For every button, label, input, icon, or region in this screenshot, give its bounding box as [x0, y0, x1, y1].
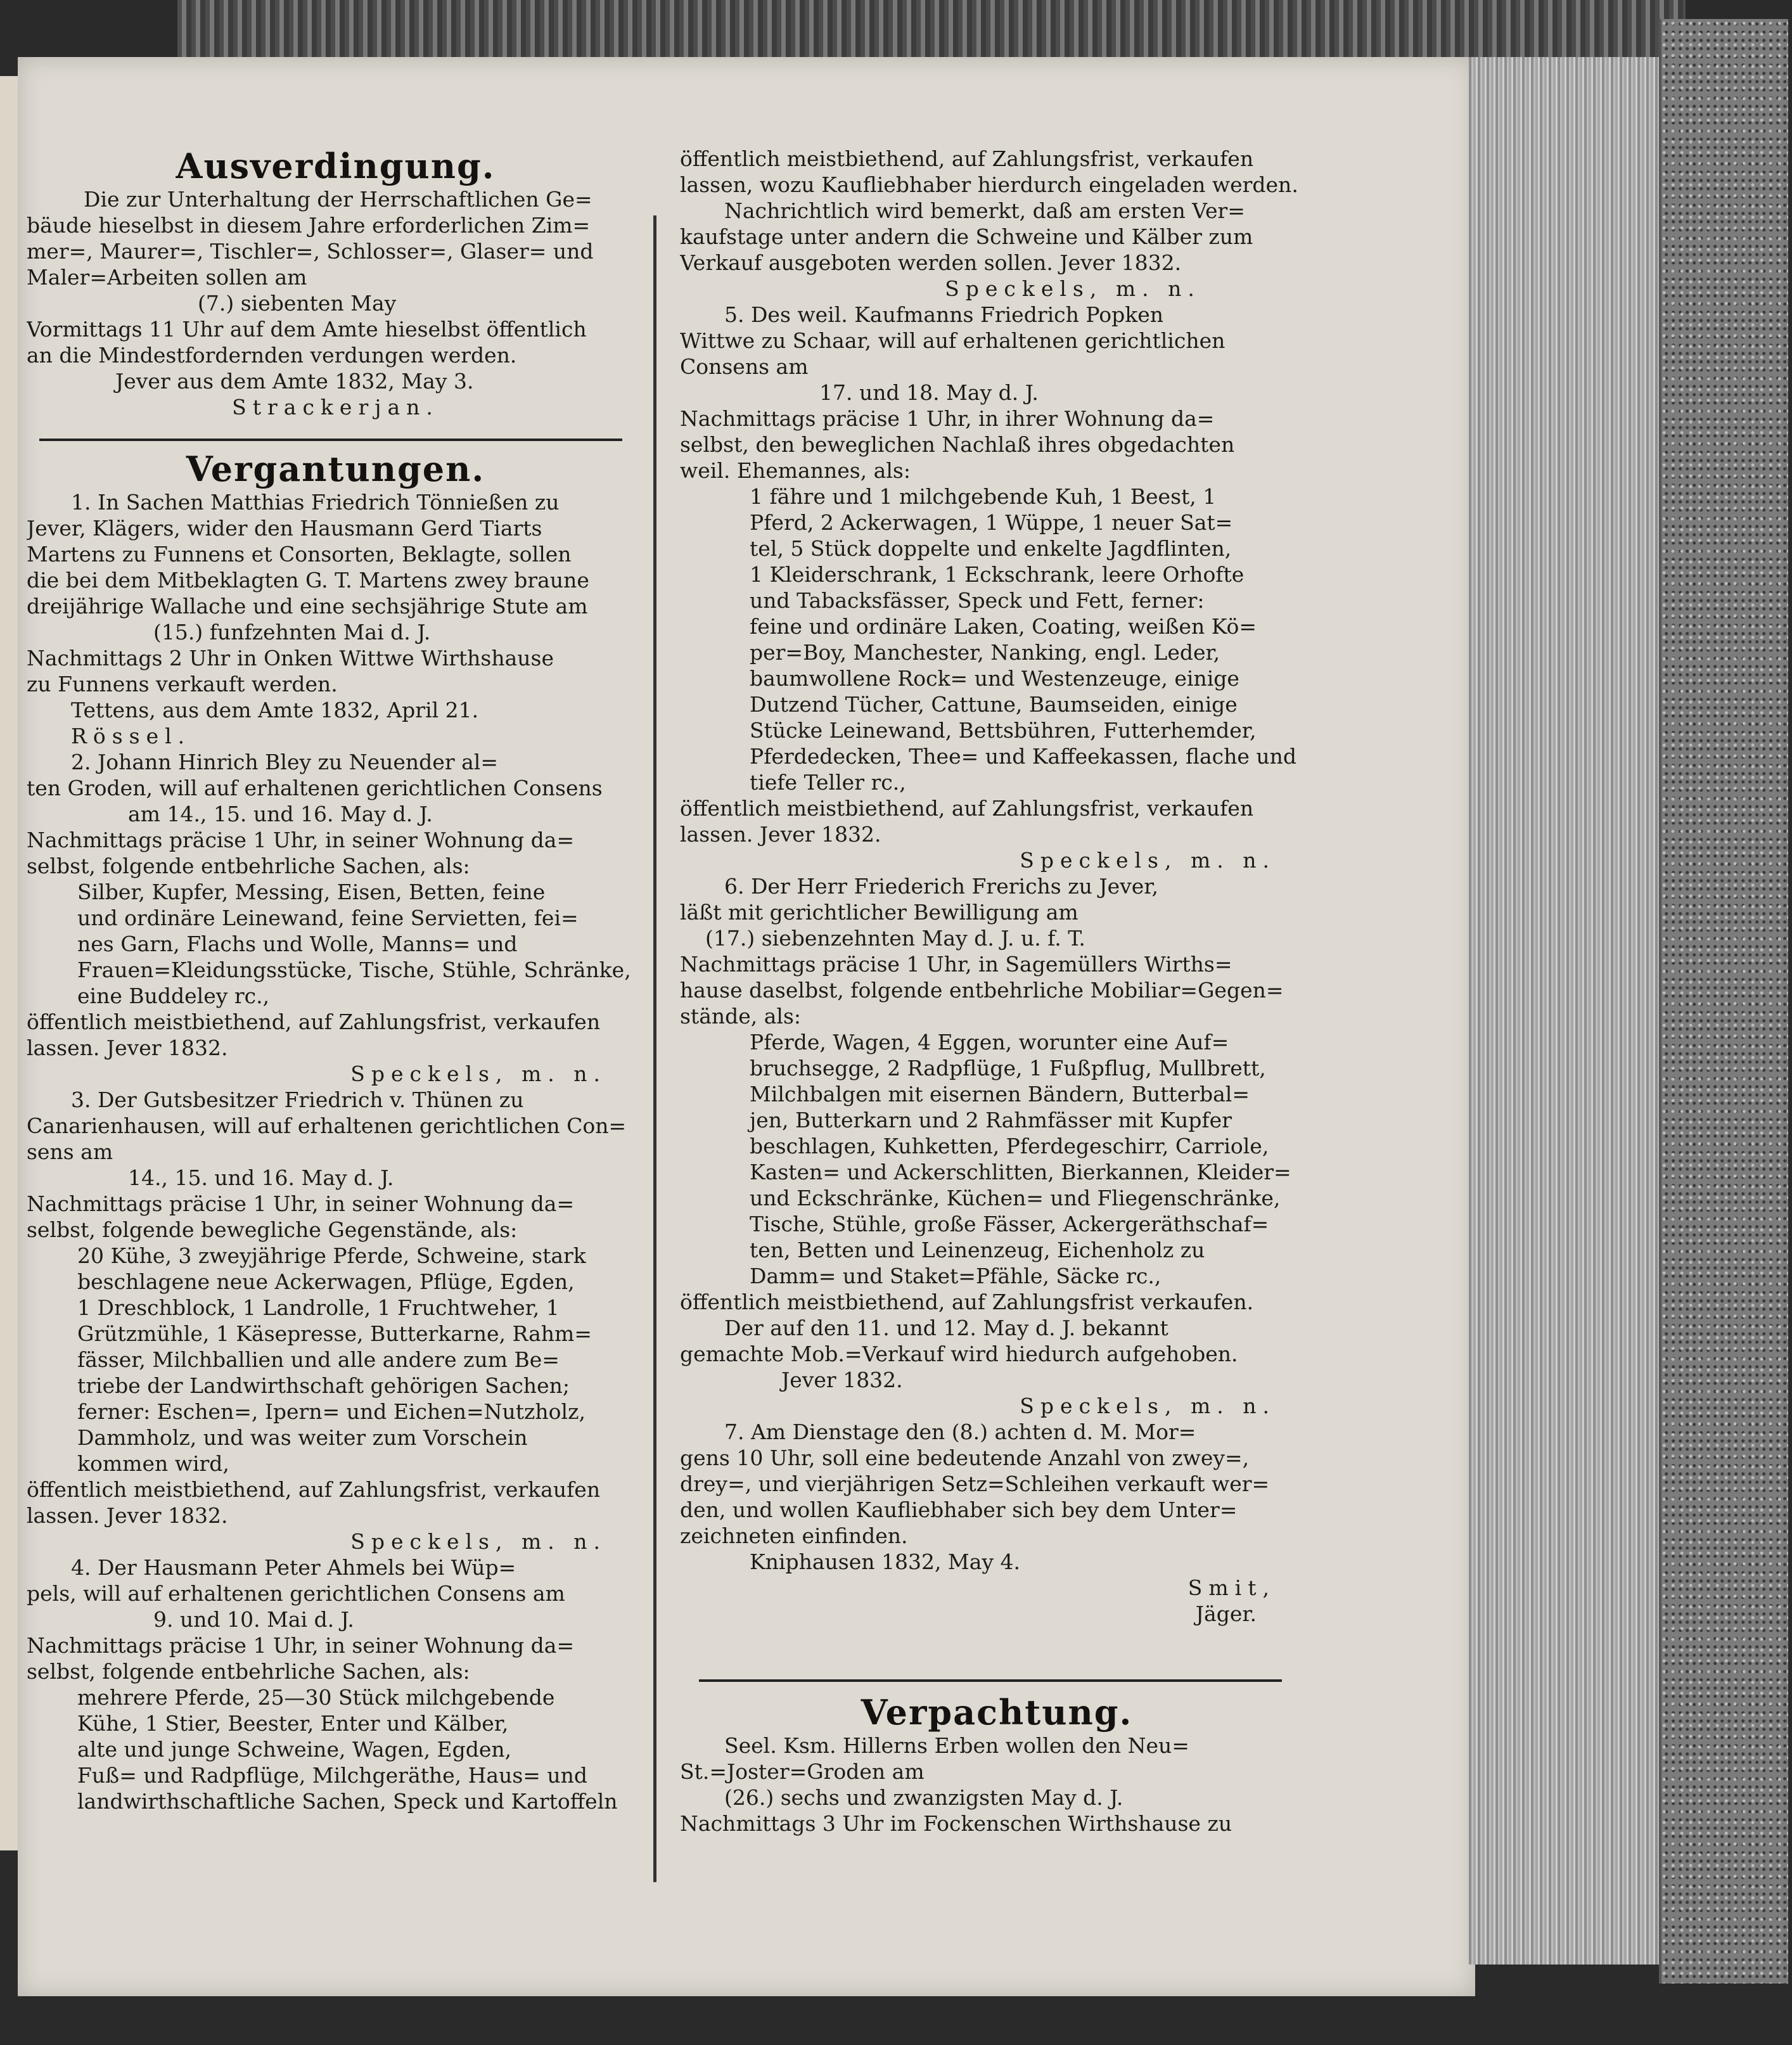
verpachtung-section [680, 1692, 1314, 1837]
text-line: weil. Ehemannes, als: [680, 458, 911, 483]
text-line: Martens zu Funnens et Consorten, Beklagte, sollen [27, 542, 572, 567]
text-line: öffentlich meistbiethend, auf Zahlungsfrist, verkaufen [680, 146, 1254, 171]
section-divider [699, 1679, 1282, 1682]
date-line: (7.) siebenten May [198, 291, 397, 316]
text-line: Tettens, aus dem Amte 1832, April 21. [71, 698, 479, 722]
text-line: 5. Des weil. Kaufmanns Friedrich Popken [724, 302, 1164, 327]
date-line: am 14., 15. und 16. May d. J. [128, 802, 433, 826]
text-line: 7. Am Dienstage den (8.) achten d. M. Mor= [724, 1420, 1196, 1444]
date-line: (15.) funfzehnten Mai d. J. [153, 620, 431, 644]
text-line: lassen. Jever 1832. [27, 1503, 228, 1528]
text-line: öffentlich meistbiethend, auf Zahlungsfrist, verkaufen [680, 796, 1254, 821]
section-divider [39, 439, 622, 441]
vergantungen-section [27, 449, 644, 1814]
list-line: 1 Dreschblock, 1 Landrolle, 1 Fruchtweher, 1 [77, 1295, 560, 1320]
list-line: und ordinäre Leinewand, feine Servietten, fei= [77, 906, 579, 930]
text-line: Nachmittags präcise 1 Uhr, in Sagemüllers Wirths= [680, 952, 1232, 977]
section-heading: Ausverdingung. [176, 146, 496, 186]
list-line: feine und ordinäre Laken, Coating, weißen Kö= [750, 614, 1257, 639]
list-line: triebe der Landwirthschaft gehörigen Sachen; [77, 1373, 570, 1398]
list-line: alte und junge Schweine, Wagen, Egden, [77, 1737, 512, 1762]
text-line: zu Funnens verkauft werden. [27, 672, 338, 696]
text-line: 6. Der Herr Friederich Frerichs zu Jever, [724, 874, 1158, 899]
text-line: öffentlich meistbiethend, auf Zahlungsfrist, verkaufen [27, 1477, 601, 1502]
list-line: 1 Kleiderschrank, 1 Eckschrank, leere Orhofte [750, 562, 1245, 587]
list-line: 20 Kühe, 3 zweyjährige Pferde, Schweine, stark [77, 1243, 586, 1268]
text-line: lassen, wozu Kaufliebhaber hierdurch eingeladen werden. [680, 172, 1298, 197]
text-line: 2. Johann Hinrich Bley zu Neuender al= [71, 750, 498, 774]
text-line: Der auf den 11. und 12. May d. J. bekannt [724, 1316, 1168, 1340]
list-line: eine Buddeley rc., [77, 984, 270, 1008]
text-line: mer=, Maurer=, Tischler=, Schlosser=, Glaser= und [27, 239, 594, 264]
text-line: Jever, Klägers, wider den Hausmann Gerd Tiarts [27, 516, 542, 541]
section-heading: Vergantungen. [186, 449, 485, 489]
text-line: Nachmittags präcise 1 Uhr, in ihrer Wohnung da= [680, 406, 1215, 431]
text-line: kaufstage unter andern die Schweine und Kälber zum [680, 224, 1253, 249]
column-rule [653, 215, 656, 1882]
text-line: öffentlich meistbiethend, auf Zahlungsfrist, verkaufen [27, 1010, 601, 1034]
list-line: ferner: Eschen=, Ipern= und Eichen=Nutzholz, [77, 1399, 586, 1424]
text-line: selbst, folgende entbehrliche Sachen, als: [27, 854, 470, 878]
text-line: öffentlich meistbiethend, auf Zahlungsfrist verkaufen. [680, 1290, 1254, 1314]
text-line: an die Mindestfordernden verdungen werden. [27, 343, 517, 368]
text-line: selbst, folgende entbehrliche Sachen, als: [27, 1659, 470, 1684]
text-line: Vormittags 11 Uhr auf dem Amte hieselbst öffentlich [27, 317, 587, 342]
list-line: Dammholz, und was weiter zum Vorschein [77, 1425, 528, 1450]
text-line: sens am [27, 1139, 113, 1164]
text-line: 1. In Sachen Matthias Friedrich Tönnießen zu [71, 490, 560, 515]
text-line: Seel. Ksm. Hillerns Erben wollen den Neu= [724, 1733, 1189, 1758]
text-line: Wittwe zu Schaar, will auf erhaltenen gerichtlichen [680, 328, 1226, 353]
list-line: Dutzend Tücher, Cattune, Baumseiden, einige [750, 692, 1238, 717]
list-line: nes Garn, Flachs und Wolle, Manns= und [77, 932, 518, 956]
text-line: gemachte Mob.=Verkauf wird hiedurch aufgehoben. [680, 1342, 1238, 1366]
date-line: 17. und 18. May d. J. [819, 380, 1039, 405]
list-line: tel, 5 Stück doppelte und enkelte Jagdflinten, [750, 536, 1232, 561]
text-line: selbst, folgende bewegliche Gegenstände, als: [27, 1217, 518, 1242]
date-line: 14., 15. und 16. May d. J. [128, 1165, 394, 1190]
list-line: Grützmühle, 1 Käsepresse, Butterkarne, Rahm= [77, 1321, 592, 1346]
ausverdingung-section [27, 146, 644, 420]
list-line: beschlagen, Kuhketten, Pferdegeschirr, Carriole, [750, 1134, 1269, 1158]
text-line: lassen. Jever 1832. [680, 822, 881, 847]
text-line: selbst, den beweglichen Nachlaß ihres obgedachten [680, 432, 1235, 457]
list-line: Tische, Stühle, große Fässer, Ackergeräthschaf= [750, 1212, 1269, 1236]
text-line: Maler=Arbeiten sollen am [27, 265, 307, 290]
book-cover [1659, 19, 1788, 1984]
list-line: ten, Betten und Leinenzeug, Eichenholz zu [750, 1238, 1205, 1262]
signature: Smit, [1187, 1575, 1276, 1600]
text-line: Nachmittags 3 Uhr im Fockenschen Wirthshause zu [680, 1811, 1232, 1836]
text-line: Nachmittags präcise 1 Uhr, in seiner Wohnung da= [27, 1633, 575, 1658]
list-line: bruchsegge, 2 Radpflüge, 1 Fußpflug, Mullbrett, [750, 1056, 1266, 1080]
list-line: 1 fähre und 1 milchgebende Kuh, 1 Beest, 1 [750, 484, 1217, 509]
text-line: St.=Joster=Groden am [680, 1759, 925, 1784]
signature: Speckels, m. n. [1020, 1394, 1276, 1418]
signature: Strackerjan. [232, 395, 439, 420]
list-line: Pferdedecken, Thee= und Kaffeekassen, flache und [750, 744, 1297, 769]
list-line: Kühe, 1 Stier, Beester, Enter und Kälber, [77, 1711, 509, 1736]
list-line: jen, Butterkarn und 2 Rahmfässer mit Kupfer [750, 1108, 1232, 1132]
list-line: Pferde, Wagen, 4 Eggen, worunter eine Auf= [750, 1030, 1229, 1055]
text-line: pels, will auf erhaltenen gerichtlichen Consens am [27, 1581, 565, 1606]
signature-title: Jäger. [1195, 1601, 1257, 1626]
section-heading: Verpachtung. [861, 1692, 1133, 1733]
text-line: Nachmittags präcise 1 Uhr, in seiner Wohnung da= [27, 828, 575, 852]
text-line: 4. Der Hausmann Peter Ahmels bei Wüp= [71, 1555, 516, 1580]
text-line: Verkauf ausgeboten werden sollen. Jever 1832. [680, 250, 1182, 275]
list-line: Pferd, 2 Ackerwagen, 1 Wüppe, 1 neuer Sat= [750, 510, 1233, 535]
text-line: ten Groden, will auf erhaltenen gerichtlichen Consens [27, 776, 603, 800]
text-line: Die zur Unterhaltung der Herrschaftlichen Ge= [84, 187, 592, 212]
text-line: den, und wollen Kaufliebhaber sich bey dem Unter= [680, 1497, 1238, 1522]
right-column-text [680, 146, 1314, 1627]
list-line: Silber, Kupfer, Messing, Eisen, Betten, feine [77, 880, 546, 904]
list-line: und Tabacksfässer, Speck und Fett, ferner: [750, 588, 1205, 613]
list-line: kommen wird, [77, 1451, 229, 1476]
text-line: stände, als: [680, 1004, 802, 1029]
list-line: Frauen=Kleidungsstücke, Tische, Stühle, Schränke, [77, 958, 631, 982]
list-line: baumwollene Rock= und Westenzeuge, einige [750, 666, 1239, 691]
signature: Speckels, m. n. [350, 1061, 606, 1086]
text-line: die bei dem Mitbeklagten G. T. Martens zwey braune [27, 568, 589, 593]
list-line: tiefe Teller rc., [750, 770, 906, 795]
list-line: Fuß= und Radpflüge, Milchgeräthe, Haus= und [77, 1763, 588, 1788]
text-line: lassen. Jever 1832. [27, 1035, 228, 1060]
list-line: Milchbalgen mit eisernen Bändern, Butterbal= [750, 1082, 1250, 1106]
signature: Rössel. [71, 724, 191, 748]
text-line: Consens am [680, 354, 809, 379]
date-line: (17.) siebenzehnten May d. J. u. f. T. [705, 926, 1085, 951]
text-line: Canarienhausen, will auf erhaltenen gerichtlichen Con= [27, 1113, 627, 1138]
text-line: Nachmittags präcise 1 Uhr, in seiner Wohnung da= [27, 1191, 575, 1216]
list-line: Stücke Leinewand, Bettsbühren, Futterhemder, [750, 718, 1257, 743]
page [18, 57, 1475, 1996]
text-line: dreijährige Wallache und eine sechsjährige Stute am [27, 594, 588, 619]
page-block-edge [1469, 57, 1659, 1965]
place-date-line: Kniphausen 1832, May 4. [750, 1549, 1021, 1574]
text-line: Jever aus dem Amte 1832, May 3. [115, 369, 474, 394]
list-line: beschlagene neue Ackerwagen, Pflüge, Egden, [77, 1269, 575, 1294]
text-line: gens 10 Uhr, soll eine bedeutende Anzahl von zwey=, [680, 1446, 1250, 1470]
list-line: landwirthschaftliche Sachen, Speck und Kartoffeln [77, 1789, 618, 1814]
text-line: Nachmittags 2 Uhr in Onken Wittwe Wirthshause [27, 646, 554, 670]
text-line: Nachrichtlich wird bemerkt, daß am ersten Ver= [724, 198, 1245, 223]
list-line: per=Boy, Manchester, Nanking, engl. Leder, [750, 640, 1220, 665]
signature: Speckels, m. n. [1020, 848, 1276, 873]
book-top-edge [177, 0, 1686, 57]
list-line: Damm= und Staket=Pfähle, Säcke rc., [750, 1264, 1162, 1288]
text-line: 3. Der Gutsbesitzer Friedrich v. Thünen zu [71, 1087, 524, 1112]
text-line: hause daselbst, folgende entbehrliche Mobiliar=Gegen= [680, 978, 1284, 1003]
list-line: Kasten= und Ackerschlitten, Bierkannen, Kleider= [750, 1160, 1291, 1184]
list-line: mehrere Pferde, 25—30 Stück milchgebende [77, 1685, 555, 1710]
date-line: (26.) sechs und zwanzigsten May d. J. [724, 1785, 1123, 1810]
signature: Speckels, m. n. [350, 1529, 606, 1554]
text-line: drey=, und vierjährigen Setz=Schleihen verkauft wer= [680, 1471, 1270, 1496]
date-line: 9. und 10. Mai d. J. [153, 1607, 354, 1632]
list-line: und Eckschränke, Küchen= und Fliegenschränke, [750, 1186, 1281, 1210]
text-line: zeichneten einfinden. [680, 1523, 908, 1548]
text-line: Jever 1832. [781, 1368, 903, 1392]
text-line: läßt mit gerichtlicher Bewilligung am [680, 900, 1078, 925]
signature: Speckels, m. n. [945, 276, 1201, 301]
list-line: fässer, Milchballien und alle andere zum Be= [77, 1347, 560, 1372]
text-line: bäude hieselbst in diesem Jahre erforderlichen Zim= [27, 213, 591, 238]
